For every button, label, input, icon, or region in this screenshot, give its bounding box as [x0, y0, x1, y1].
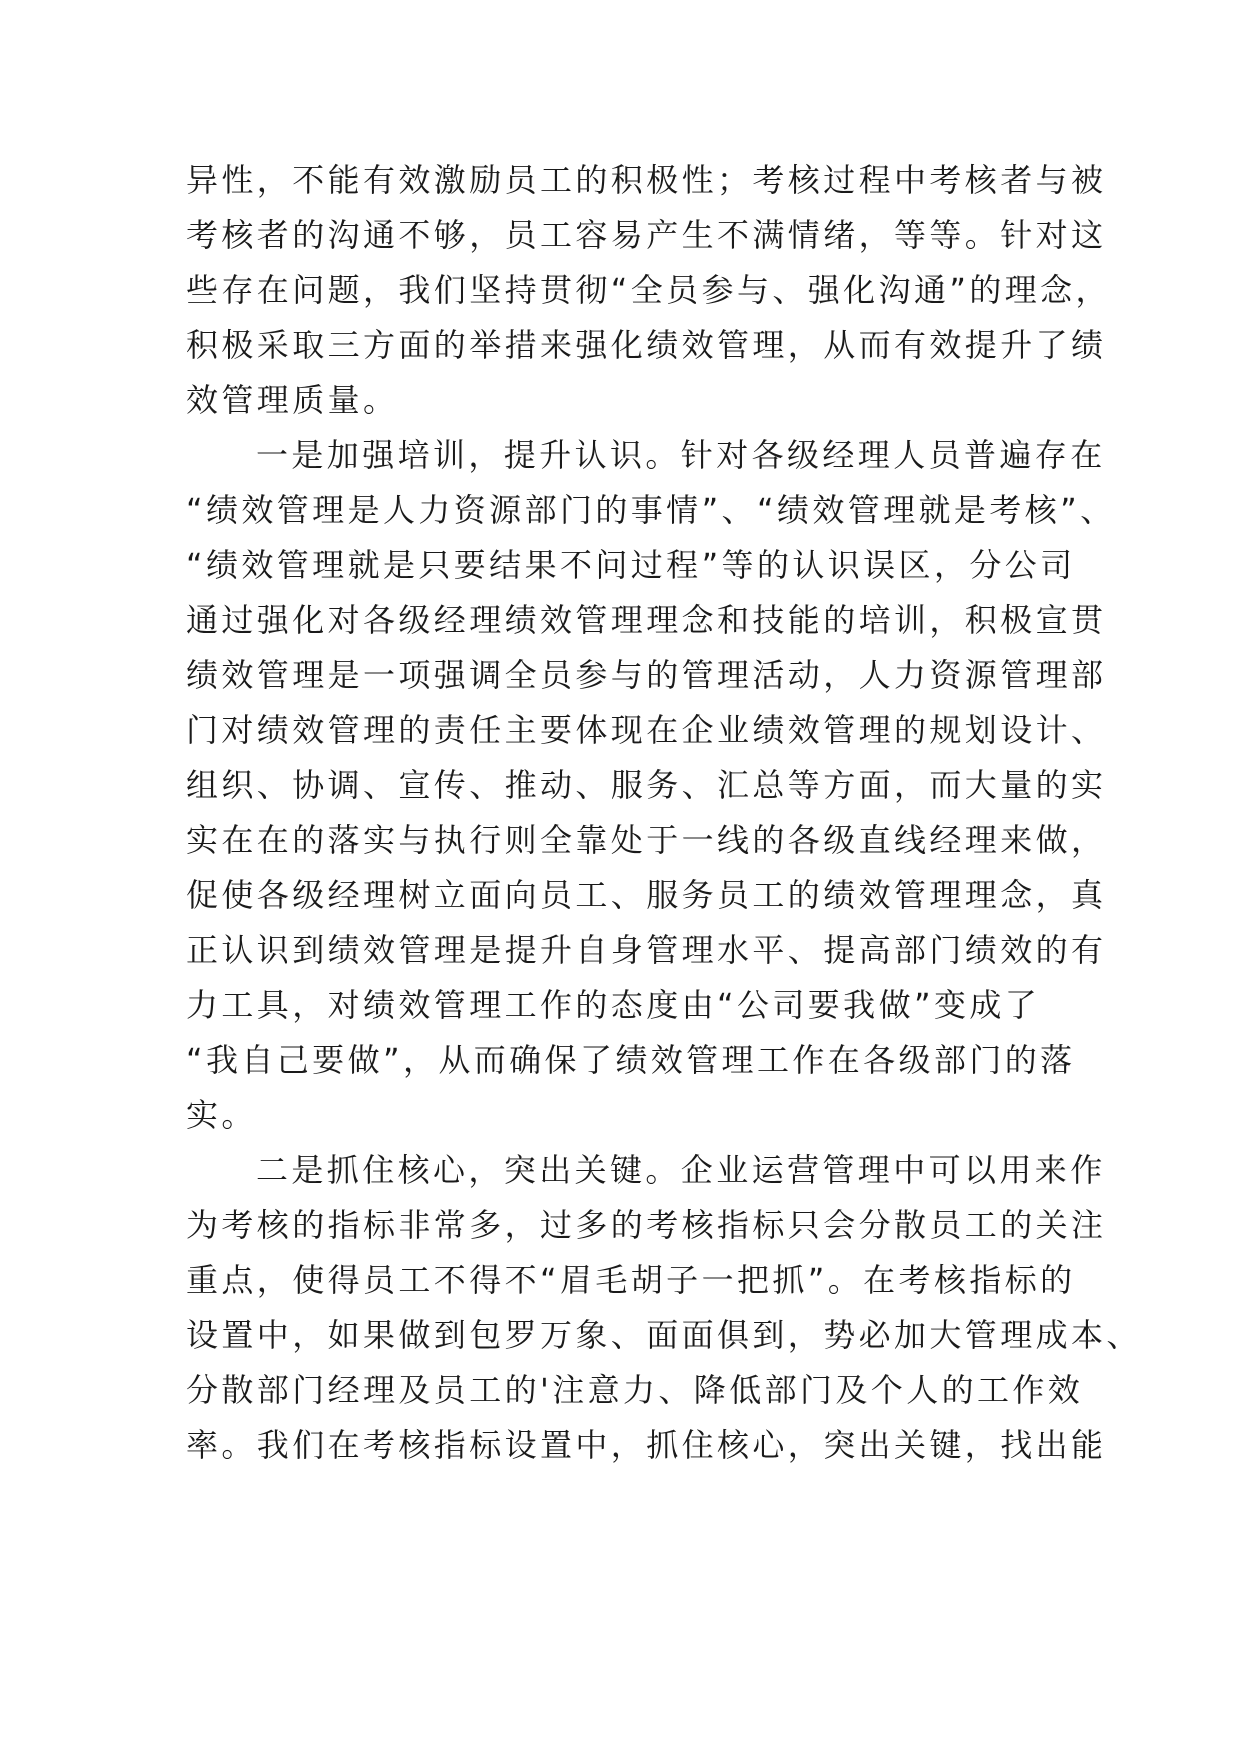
text-line: 力工具，对绩效管理工作的态度由“公司要我做”变成了	[186, 986, 1041, 1024]
text-line: 为考核的指标非常多，过多的考核指标只会分散员工的关注	[186, 1206, 1107, 1244]
text-line: 组织、协调、宣传、推动、服务、汇总等方面，而大量的实	[186, 766, 1107, 804]
text-line: 考核者的沟通不够，员工容易产生不满情绪，等等。针对这	[186, 216, 1107, 254]
text-line: 实在在的落实与执行则全靠处于一线的各级直线经理来做，	[186, 821, 1107, 859]
text-line: 促使各级经理树立面向员工、服务员工的绩效管理理念，真	[186, 876, 1107, 914]
text-line: “我自己要做”，从而确保了绩效管理工作在各级部门的落	[186, 1041, 1076, 1079]
text-line: 通过强化对各级经理绩效管理理念和技能的培训，积极宣贯	[186, 601, 1107, 639]
text-line: 效管理质量。	[186, 381, 399, 419]
text-line: 绩效管理是一项强调全员参与的管理活动，人力资源管理部	[186, 656, 1107, 694]
text-line: 分散部门经理及员工的'注意力、降低部门及个人的工作效	[186, 1371, 1084, 1409]
text-line: “绩效管理是人力资源部门的事情”、“绩效管理就是考核”、	[186, 491, 1116, 529]
text-line: 积极采取三方面的举措来强化绩效管理，从而有效提升了绩	[186, 326, 1107, 364]
text-line: 异性，不能有效激励员工的积极性；考核过程中考核者与被	[186, 161, 1107, 199]
text-line: 实。	[186, 1096, 257, 1134]
paragraph-first-line: 二是抓住核心，突出关键。企业运营管理中可以用来作	[256, 1151, 1106, 1189]
text-line: 率。我们在考核指标设置中，抓住核心，突出关键，找出能	[186, 1426, 1107, 1464]
text-line: 重点，使得员工不得不“眉毛胡子一把抓”。在考核指标的	[186, 1261, 1076, 1299]
text-line: 正认识到绩效管理是提升自身管理水平、提高部门绩效的有	[186, 931, 1107, 969]
paragraph-first-line: 一是加强培训，提升认识。针对各级经理人员普遍存在	[256, 436, 1106, 474]
text-line: 些存在问题，我们坚持贯彻“全员参与、强化沟通”的理念，	[186, 271, 1111, 309]
text-line: 门对绩效管理的责任主要体现在企业绩效管理的规划设计、	[186, 711, 1107, 749]
text-line: 设置中，如果做到包罗万象、面面俱到，势必加大管理成本、	[186, 1316, 1142, 1354]
text-line: “绩效管理就是只要结果不问过程”等的认识误区，分公司	[186, 546, 1076, 584]
